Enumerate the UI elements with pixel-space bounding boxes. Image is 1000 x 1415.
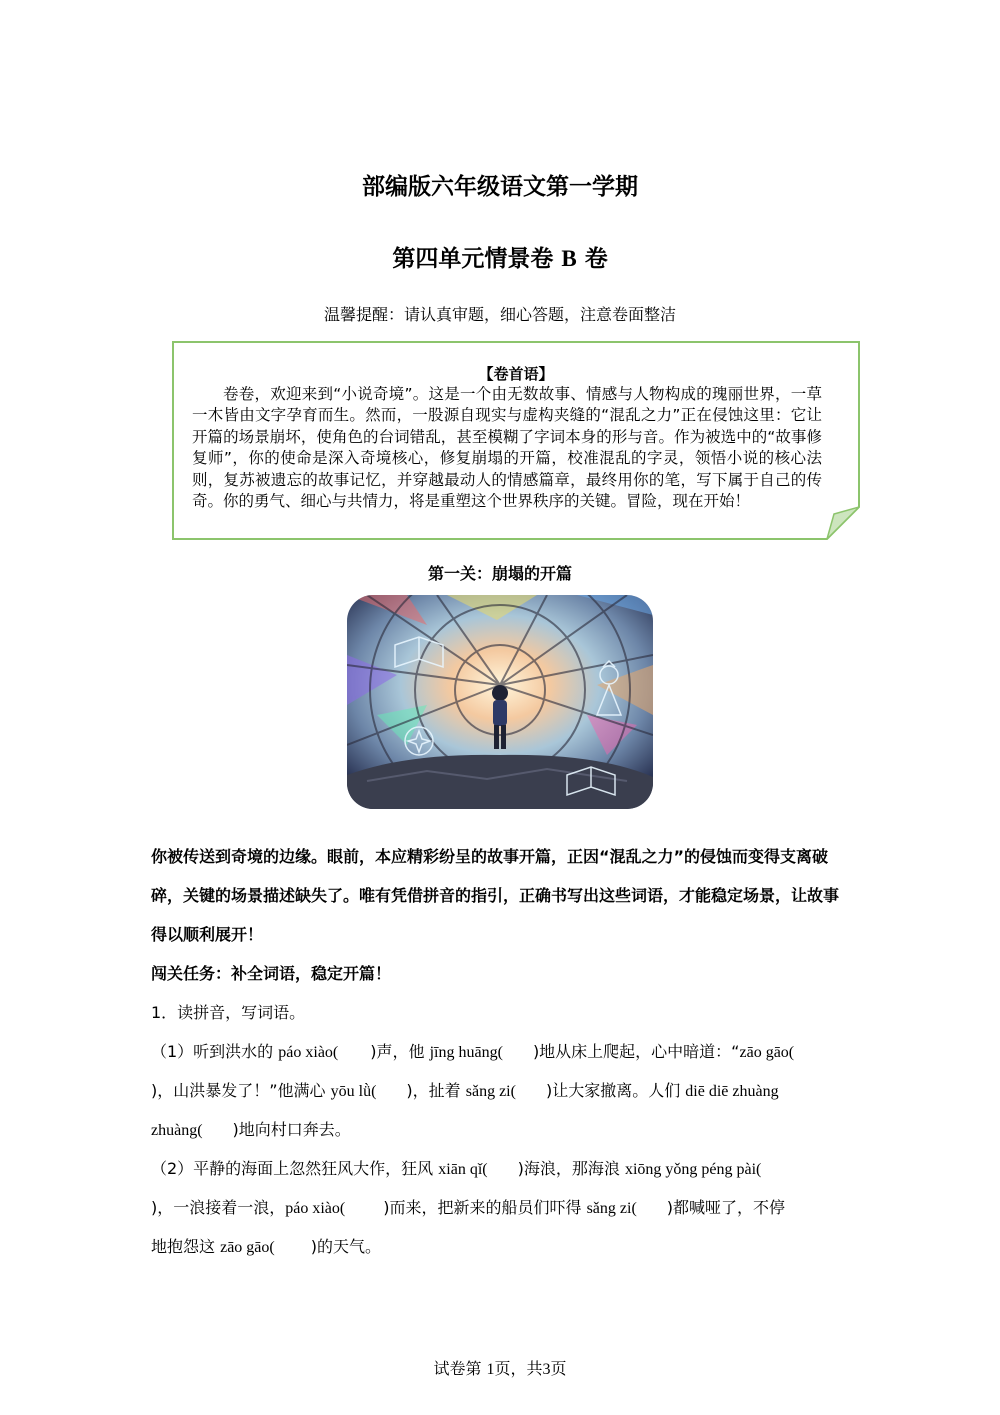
subtitle-prefix: 第四单元情景卷 — [392, 246, 554, 272]
q1-text: )让大家撤离。人们 — [545, 1081, 686, 1100]
subtitle-latin: B — [561, 246, 577, 271]
q2-line3 — [151, 1227, 851, 1267]
pinyin-youlv: yōu lǜ( — [330, 1083, 377, 1100]
pinyin-paoxiao: páo xiào( — [285, 1200, 346, 1217]
pinyin-zaogao: zāo gāo( — [739, 1044, 795, 1061]
reminder-text: 温馨提醒：请认真审题，细心答题，注意卷面整洁 — [323, 305, 676, 324]
pinyin-paoxiao: páo xiào( — [278, 1044, 339, 1061]
pinyin-jinghuang: jīng huāng( — [429, 1044, 503, 1061]
q1-text: )地向村口奔去。 — [232, 1120, 351, 1139]
q1-line1 — [151, 1032, 851, 1072]
pinyin-sangzi: sǎng zi( — [586, 1200, 637, 1217]
q2-line1 — [151, 1149, 851, 1189]
total-pages: 3 — [542, 1361, 551, 1378]
pinyin-diediezhuangzhuang: diē diē zhuàng — [685, 1083, 779, 1100]
q1-text: )声，他 — [370, 1042, 430, 1061]
q2-text: （2）平静的海面上忽然狂风大作，狂风 — [151, 1159, 439, 1178]
level-title: 第一关：崩塌的开篇 — [427, 564, 572, 583]
pinyin-sangzi: sǎng zi( — [465, 1083, 516, 1100]
q2-text: )，一浪接着一浪， — [151, 1198, 286, 1217]
level-intro: 你被传送到奇境的边缘。眼前，本应精彩纷呈的故事开篇，正因“混乱之力”的侵蚀而变得支离破碎，关键的场景描述缺失了。唯有凭借拼音的指引，正确书写出这些词语，才能稳定场景，让故事得以顺利展开！ — [151, 847, 840, 944]
question-label: 1．读拼音，写词语。 — [151, 1003, 306, 1022]
q2-text: )海浪，那海浪 — [517, 1159, 625, 1178]
q1-text: )地从床上爬起，心中暗道：“ — [532, 1042, 740, 1061]
footer-text: 页，共 — [494, 1359, 543, 1378]
q1-line3 — [151, 1110, 851, 1150]
pinyin-xiongyongpengpai: xiōng yǒng péng pài( — [624, 1161, 762, 1178]
preface-body: 卷卷，欢迎来到“小说奇境”。这是一个由无数故事、情感与人物构成的瑰丽世界，一草一木皆由文字孕育而生。然而，一股源自现实与虚构夹缝的“混乱之力”正在侵蚀这里：它让开篇的场景崩坏，使角色的台词错乱，甚至模糊了字词本身的形与音。作为被选中的“故事修复师”，你的使命是深入奇境核心，修复崩塌的开篇，校准混乱的字灵，领悟小说的核心法则，复苏被遗忘的故事记忆，并穿越最动人的情感篇章，最终用你的笔，写下属于自己的传奇。你的勇气、细心与共情力，将是重塑这个世界秩序的关键。冒险，现在开始！ — [192, 385, 822, 511]
preface-heading: 【卷首语】 — [478, 365, 554, 383]
pinyin-xianqi: xiān qǐ( — [438, 1161, 488, 1178]
footer-text: 页 — [550, 1359, 567, 1378]
q2-text: )而来，把新来的船员们吓得 — [383, 1198, 587, 1217]
pinyin-zhuang: zhuàng( — [151, 1122, 203, 1139]
page-footer — [0, 1356, 1000, 1379]
q2-text: 地抱怨这 — [151, 1237, 221, 1256]
task-title: 闯关任务：补全词语，稳定开篇！ — [151, 964, 392, 983]
current-page: 1 — [486, 1361, 495, 1378]
exam-title: 部编版六年级语文第一学期 — [362, 174, 638, 200]
q1-text: )，山洪暴发了！”他满心 — [151, 1081, 331, 1100]
subtitle-suffix: 卷 — [584, 246, 608, 272]
q2-text: )的天气。 — [310, 1237, 381, 1256]
footer-text: 试卷第 — [433, 1359, 487, 1378]
exam-subtitle — [0, 240, 1000, 273]
pinyin-zaogao: zāo gāo( — [220, 1239, 275, 1256]
q1-line2 — [151, 1071, 851, 1111]
q1-text: )，扯着 — [406, 1081, 466, 1100]
q2-line2 — [151, 1188, 851, 1228]
scene-illustration — [347, 595, 653, 809]
q1-text: （1）听到洪水的 — [151, 1042, 279, 1061]
q2-text: )都喊哑了，不停 — [666, 1198, 786, 1217]
preface-box — [172, 341, 860, 540]
